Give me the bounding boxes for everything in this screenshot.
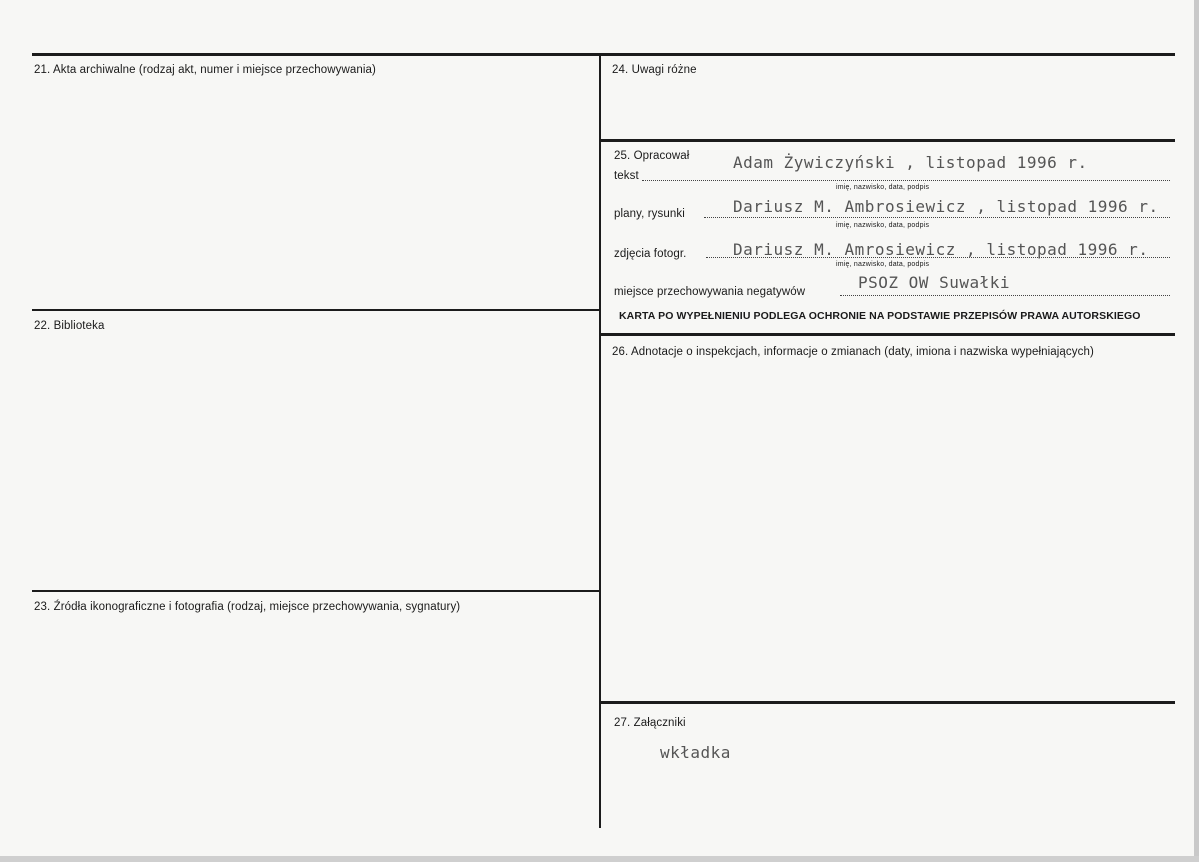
center-divider [599, 55, 601, 828]
divider-22-23 [32, 590, 599, 592]
copyright-notice: KARTA PO WYPEŁNIENIU PODLEGA OCHRONIE NA PODSTAWIE PRZEPISÓW PRAWA AUTORSKIEGO [619, 310, 1141, 322]
scan-edge-bottom [0, 856, 1199, 862]
attachment-value: wkładka [660, 743, 731, 762]
section-27-label: 27. Załączniki [614, 717, 686, 729]
top-border [32, 53, 1175, 56]
divider-26-27 [601, 701, 1175, 704]
row-zdjecia-dotline [706, 257, 1170, 258]
section-21-label: 21. Akta archiwalne (rodzaj akt, numer i miejsce przechowywania) [34, 64, 376, 76]
row-tekst-value: Adam Żywiczyński , listopad 1996 r. [733, 153, 1088, 172]
row-tekst-dotline [642, 180, 1170, 181]
row-zdjecia-value: Dariusz M. Amrosiewicz , listopad 1996 r. [733, 240, 1149, 259]
row-plany-label: plany, rysunki [614, 208, 685, 220]
row-plany-caption: imię, nazwisko, data, podpis [836, 222, 930, 229]
section-22-label: 22. Biblioteka [34, 320, 105, 332]
row-negatywy-dotline [840, 295, 1170, 296]
row-tekst-label: tekst [614, 170, 639, 182]
row-tekst-caption: imię, nazwisko, data, podpis [836, 184, 930, 191]
row-negatywy-label: miejsce przechowywania negatywów [614, 286, 806, 298]
divider-25-26 [601, 333, 1175, 336]
section-23-label: 23. Źródła ikonograficzne i fotografia (rodzaj, miejsce przechowywania, sygnatury) [34, 601, 461, 613]
scan-edge-right [1194, 0, 1199, 862]
section-26-label: 26. Adnotacje o inspekcjach, informacje o zmianach (daty, imiona i nazwiska wypełniających) [612, 346, 1094, 358]
section-25-label: 25. Opracował [614, 150, 690, 162]
section-24-label: 24. Uwagi różne [612, 64, 697, 76]
row-zdjecia-label: zdjęcia fotogr. [614, 248, 687, 260]
divider-24-25 [601, 139, 1175, 142]
row-zdjecia-caption: imię, nazwisko, data, podpis [836, 261, 930, 268]
row-negatywy-value: PSOZ OW Suwałki [858, 273, 1010, 292]
row-plany-value: Dariusz M. Ambrosiewicz , listopad 1996 r. [733, 197, 1159, 216]
row-plany-dotline [704, 217, 1170, 218]
divider-21-22 [32, 309, 599, 311]
